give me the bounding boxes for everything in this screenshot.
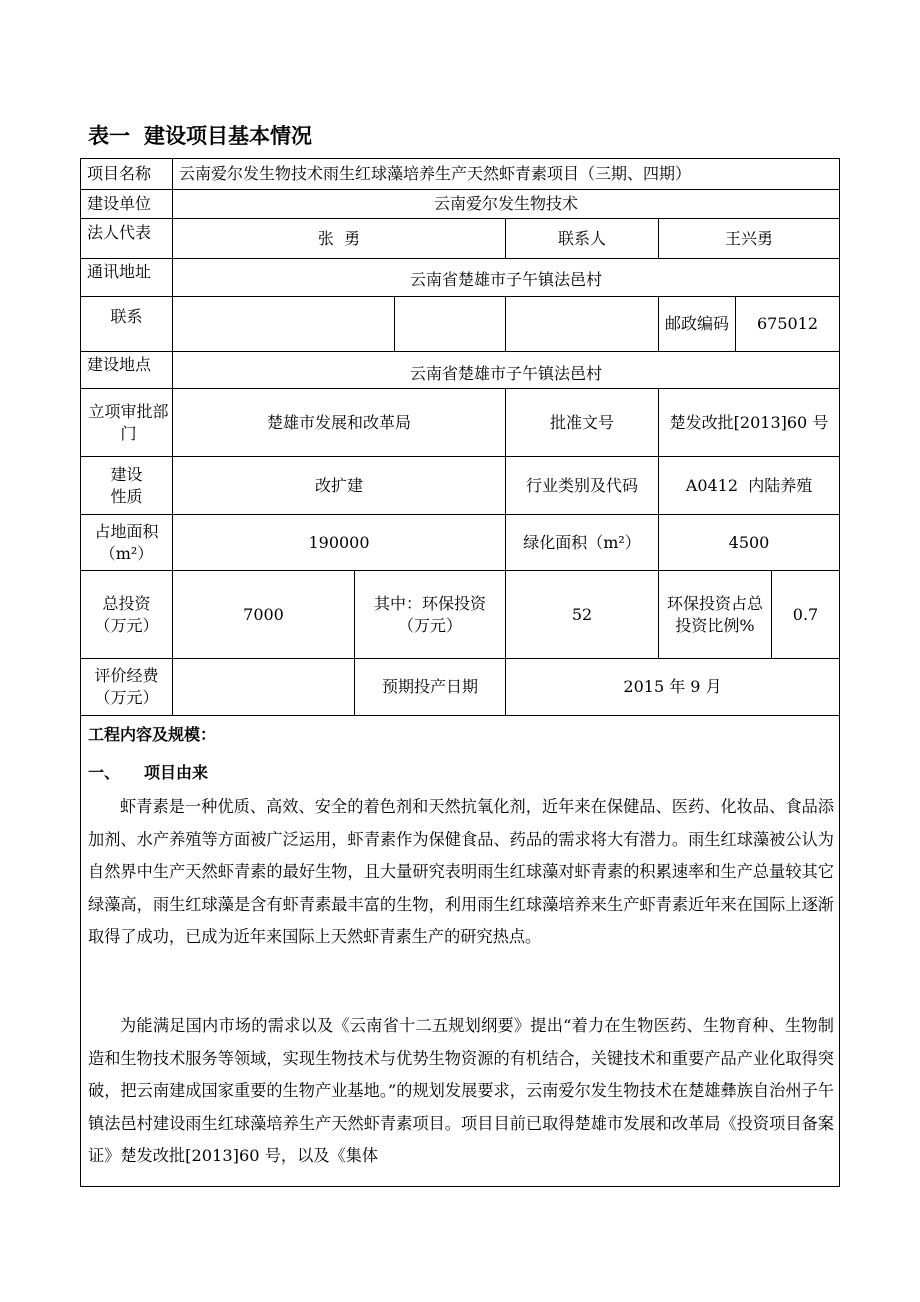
address-value: 云南省楚雄市子午镇法邑村 [173,259,839,297]
postcode-label: 邮政编码 [659,297,736,352]
legal-rep-label: 法人代表 [81,219,173,259]
area-label: 占地面积（m²） [81,515,173,571]
page-title [88,120,326,150]
title-number: 表一 [88,124,130,148]
nature-label: 建设性质 [81,457,173,515]
content-heading: 工程内容及规模： [88,725,217,744]
site-value: 云南省楚雄市子午镇法邑村 [173,352,839,389]
address-label: 通讯地址 [81,259,173,297]
legal-rep-value: 张 勇 [173,219,506,259]
env-ratio-value: 0.7 [772,571,839,659]
fee-label: 评价经费（万元） [81,659,173,716]
industry-label: 行业类别及代码 [506,457,659,515]
industry-value: A0412 内陆养殖 [659,457,839,515]
site-label: 建设地点 [81,352,173,389]
title-text: 建设项目基本情况 [144,124,312,148]
project-name-value: 云南爱尔发生物技术雨生红球藻培养生产天然虾青素项目（三期、四期） [173,159,839,190]
section-title: 项目由来 [144,763,209,782]
section-number: 一、 [88,763,121,782]
postcode-value: 675012 [736,297,839,352]
green-value: 4500 [659,515,839,571]
approval-doc-label: 批准文号 [506,389,659,457]
project-name-label: 项目名称 [81,159,173,190]
approval-dept-value: 楚雄市发展和改革局 [173,389,506,457]
invest-label: 总投资（万元） [81,571,173,659]
paragraph-2: 为能满足国内市场的需求以及《云南省十二五规划纲要》提出“着力在生物医药、生物育种、生物制造和生物技术服务等领域，实现生物技术与优势生物资源的有机结合，关键技术和重要产品产业化取得突破，把云南建成国家重要的生物产业基地。”的规划发展要求，云南爱尔发生物技术在楚雄彝族自治州子午镇法邑村建设雨生红球藻培养生产天然虾青素项目。项目目前已取得楚雄市发展和改革局《投资项目备案证》楚发改批[2013]60 号，以及《集体 [88,1016,834,1165]
env-invest-value: 52 [506,571,659,659]
area-value: 190000 [173,515,506,571]
env-invest-label: 其中：环保投资（万元） [355,571,506,659]
contact-person-value: 王兴勇 [659,219,839,259]
unit-label: 建设单位 [81,190,173,219]
approval-dept-label: 立项审批部门 [81,389,173,457]
contact-label: 联系 [81,297,173,352]
green-label: 绿化面积（m²） [506,515,659,571]
start-value: 2015 年 9 月 [506,659,839,716]
approval-doc-value: 楚发改批[2013]60 号 [659,389,839,457]
nature-value: 改扩建 [173,457,506,515]
env-ratio-label: 环保投资占总投资比例% [659,571,772,659]
contact-blank-2 [395,297,506,352]
fee-value [173,659,355,716]
contact-blank-3 [506,297,659,352]
paragraph-1: 虾青素是一种优质、高效、安全的着色剂和天然抗氧化剂，近年来在保健品、医药、化妆品、食品添加剂、水产养殖等方面被广泛运用，虾青素作为保健食品、药品的需求将大有潜力。雨生红球藻被公认为自然界中生产天然虾青素的最好生物，且大量研究表明雨生红球藻对虾青素的积累速率和生产总量较其它绿藻高，雨生红球藻是含有虾青素最丰富的生物，利用雨生红球藻培养来生产虾青素近年来在国际上逐渐取得了成功，已成为近年来国际上天然虾青素生产的研究热点。 [88,797,834,946]
invest-value: 7000 [173,571,355,659]
contact-blank-1 [173,297,395,352]
section-heading [88,760,208,783]
contact-person-label: 联系人 [506,219,659,259]
start-label: 预期投产日期 [355,659,506,716]
unit-value: 云南爱尔发生物技术 [173,190,839,219]
